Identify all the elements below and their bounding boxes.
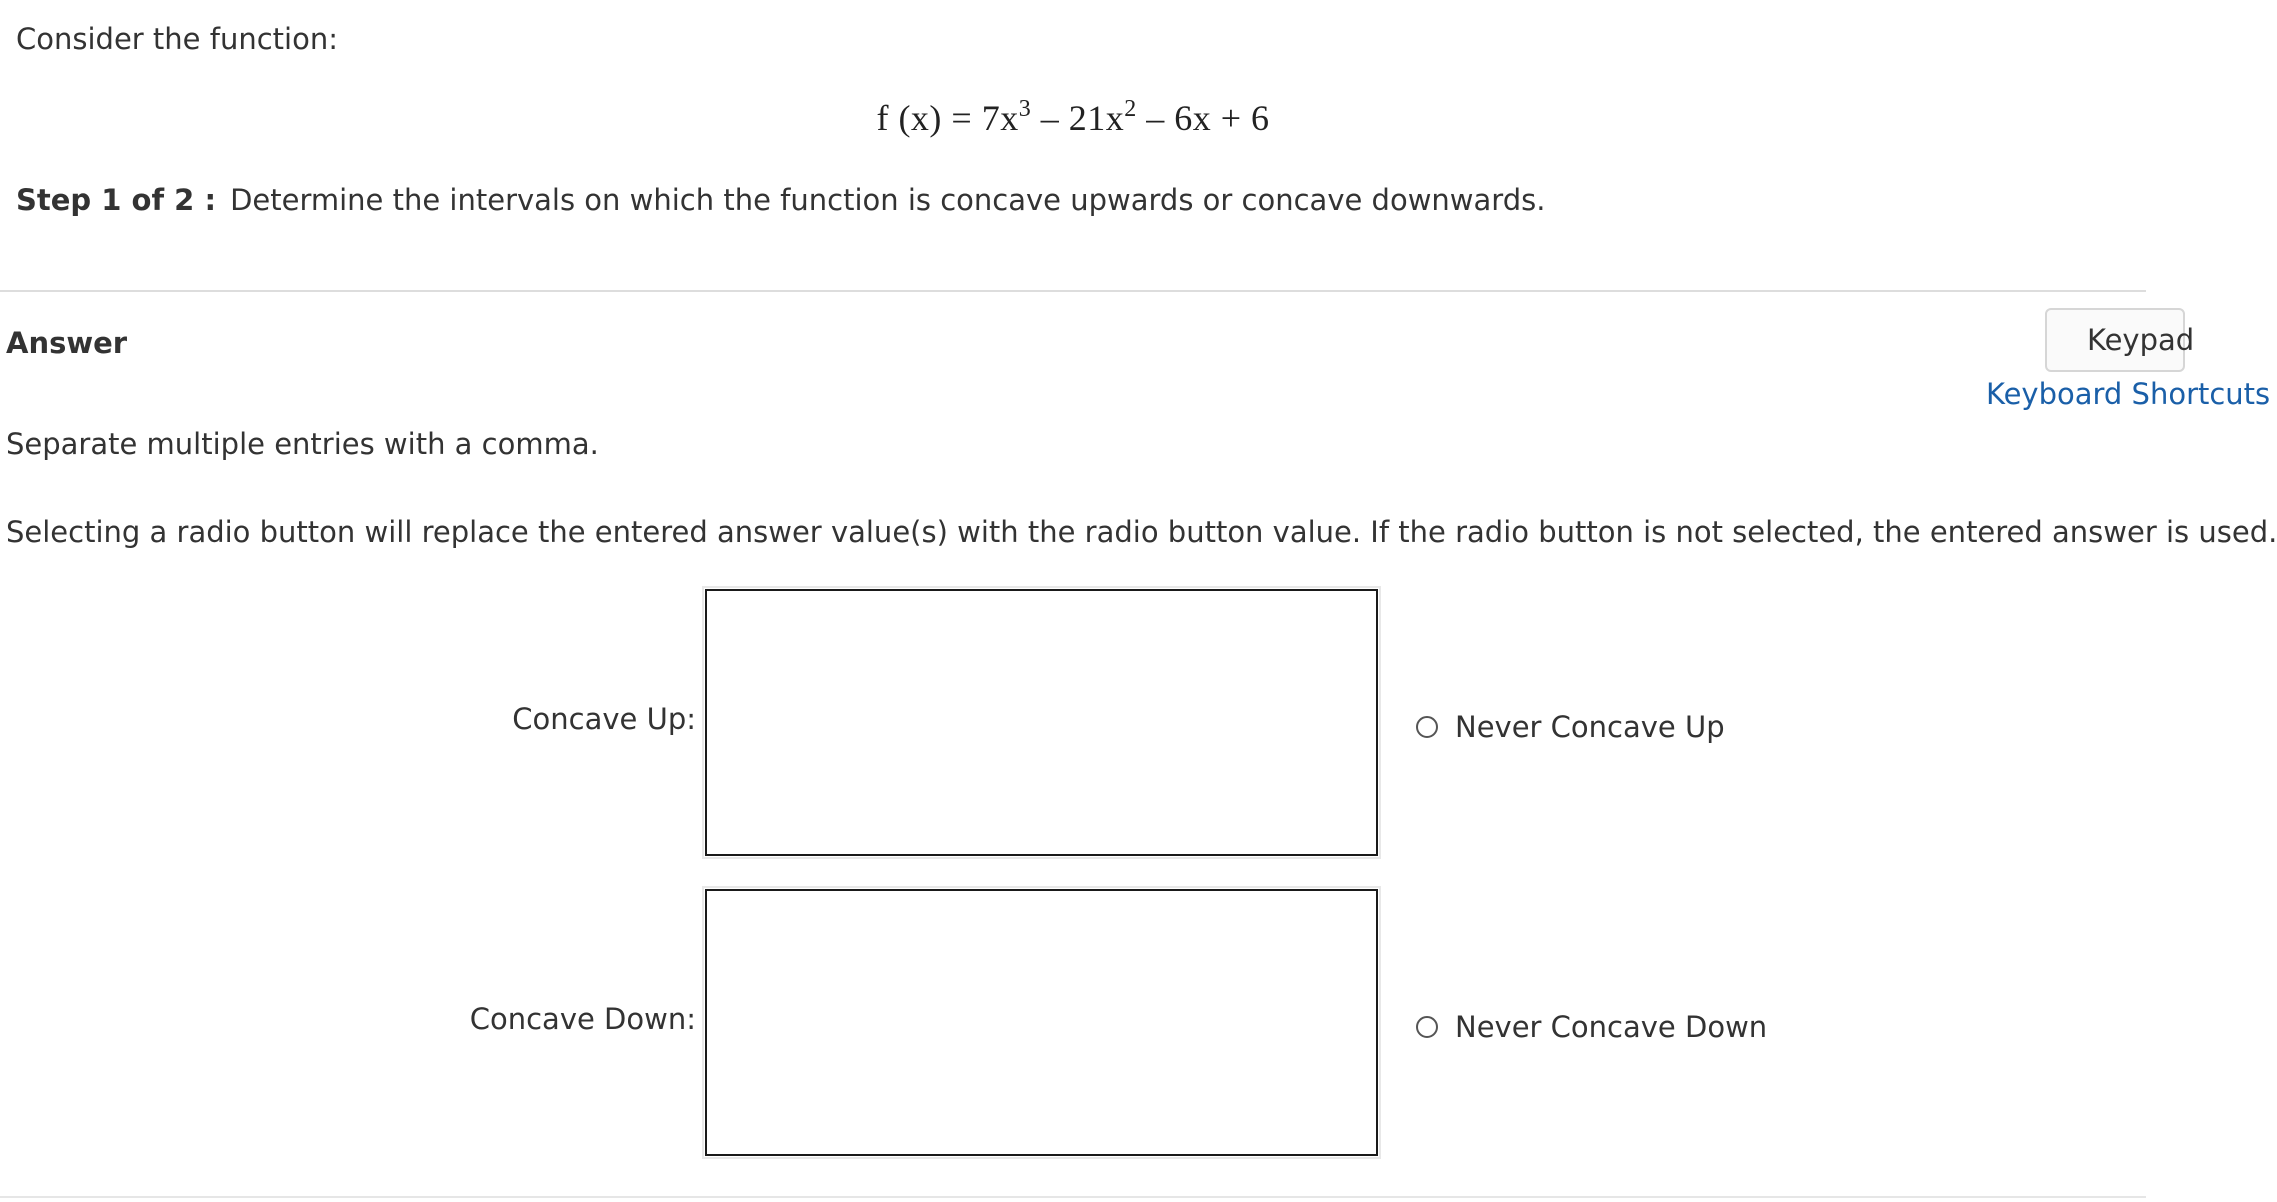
never-concave-down-radio[interactable]: [1416, 1016, 1438, 1038]
concave-down-input[interactable]: [705, 889, 1378, 1156]
formula-term-4: 6: [1251, 98, 1270, 138]
never-concave-up-radio[interactable]: [1416, 716, 1438, 738]
step-text: Determine the intervals on which the function is concave upwards or concave downwards.: [230, 183, 1546, 217]
function-formula: [0, 96, 2146, 139]
keyboard-shortcuts-link[interactable]: Keyboard Shortcuts: [1986, 377, 2271, 411]
step-label: Step 1 of 2 :: [16, 183, 217, 217]
step-instruction: [16, 183, 1545, 217]
keypad-label: Keypad: [2087, 323, 2195, 357]
never-concave-down-label: Never Concave Down: [1455, 1010, 1768, 1044]
formula-operator-3: +: [1220, 98, 1242, 138]
formula-equals: =: [951, 98, 973, 138]
question-prompt: Consider the function:: [16, 22, 338, 56]
concave-up-label: Concave Up:: [512, 702, 696, 736]
concave-up-input[interactable]: [705, 589, 1378, 856]
answer-heading: Answer: [6, 326, 128, 360]
bottom-divider: [0, 1196, 2146, 1198]
formula-term-3: 6x: [1174, 98, 1212, 138]
comma-instruction: Separate multiple entries with a comma.: [6, 427, 599, 461]
keypad-button[interactable]: [2045, 308, 2195, 372]
formula-term-1: $7x^3$: [981, 96, 1032, 138]
formula-term-2: $21x^2$: [1068, 96, 1137, 138]
never-concave-up-label: Never Concave Up: [1455, 710, 1725, 744]
section-divider: [0, 290, 2146, 292]
never-concave-down-option[interactable]: [1416, 1010, 1767, 1044]
concave-down-label: Concave Down:: [469, 1002, 696, 1036]
never-concave-up-option[interactable]: [1416, 710, 1725, 744]
formula-operator-1: –: [1040, 98, 1060, 138]
radio-instruction: Selecting a radio button will replace the entered answer value(s) with the radio button value. If the radio button is not selected, the entered answer is used.: [6, 515, 2277, 549]
formula-operator-2: –: [1146, 98, 1165, 138]
formula-lhs: f (x): [876, 98, 942, 138]
